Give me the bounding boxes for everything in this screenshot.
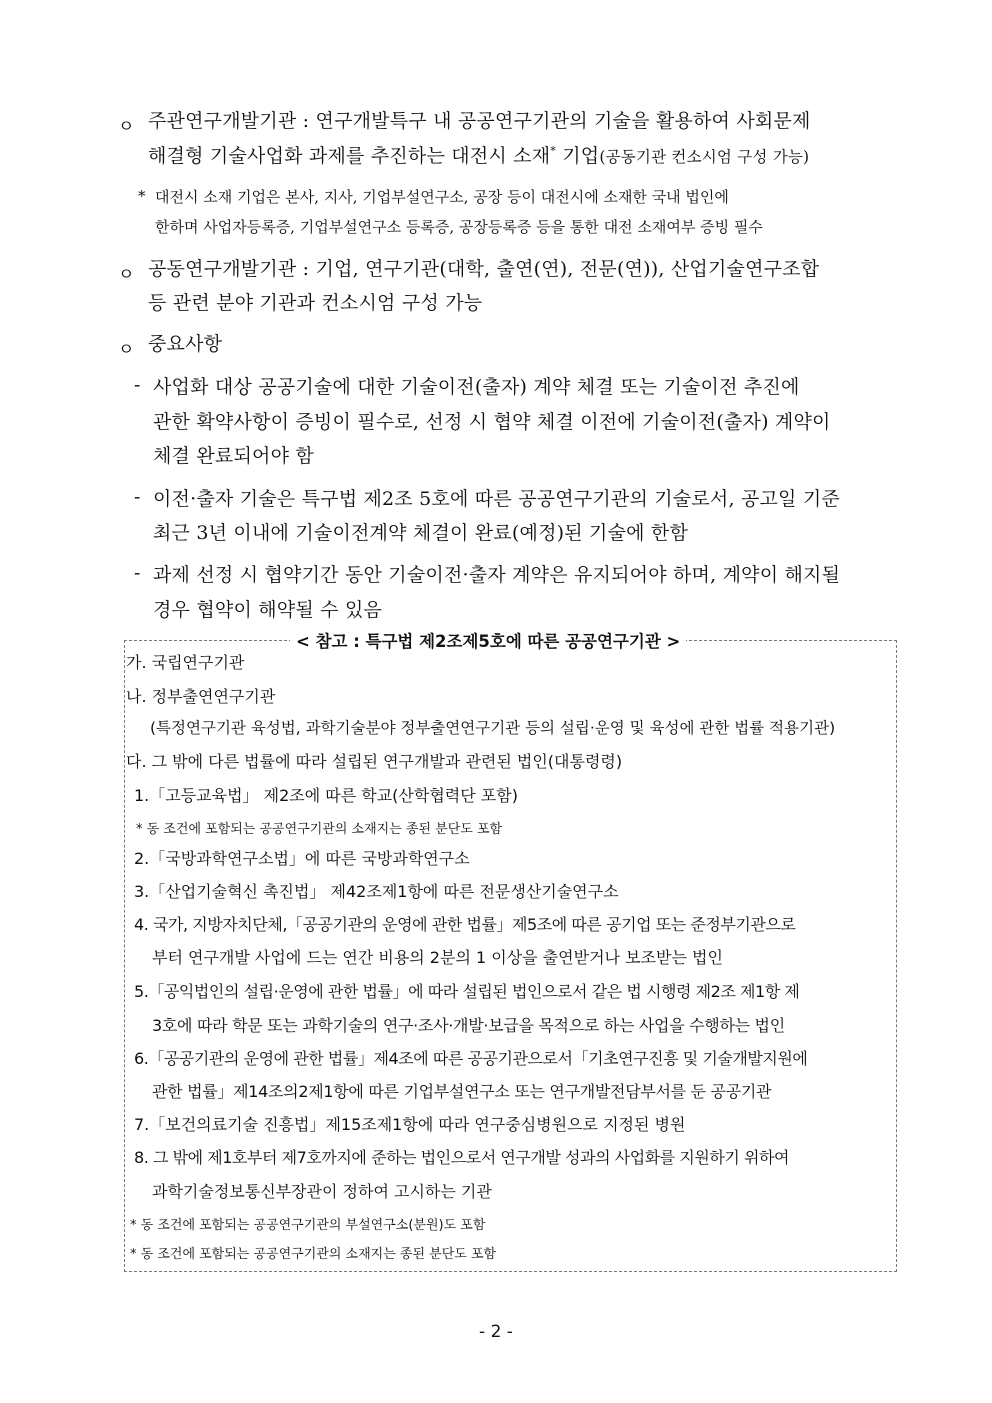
paragraph-line: 과제 선정 시 협약기간 동안 기술이전·출자 계약은 유지되어야 하며, 계약이 해지될	[153, 564, 841, 586]
paragraph-line: 등 관련 분야 기관과 컨소시엄 구성 가능	[148, 292, 483, 314]
reference-item: 2.「국방과학연구소법」에 따른 국방과학연구소	[134, 849, 470, 868]
text-span: 해결형 기술사업화 과제를 추진하는 대전시 소재	[148, 145, 551, 167]
text-span: 기업	[555, 145, 600, 167]
reference-item: 8. 그 밖에 제1호부터 제7호까지에 준하는 법인으로서 연구개발 성과의 사업화를 지원하기 위하여	[134, 1148, 790, 1167]
reference-item: 관한 법률」제14조의2제1항에 따른 기업부설연구소 또는 연구개발전담부서를 둔 공공기관	[152, 1082, 772, 1101]
reference-item: 1.「고등교육법」 제2조에 따른 학교(산학협력단 포함)	[134, 786, 518, 805]
paragraph-line: 체결 완료되어야 함	[153, 445, 314, 467]
footnote-line: 한하며 사업자등록증, 기업부설연구소 등록증, 공장등록증 등을 통한 대전 소재여부 증빙 필수	[155, 218, 763, 236]
footnote-line: 대전시 소재 기업은 본사, 지사, 기업부설연구소, 공장 등이 대전시에 소재한 국내 법인에	[155, 188, 729, 206]
bullet-icon: ㅇ	[118, 117, 135, 137]
paragraph-line: 주관연구개발기관 : 연구개발특구 내 공공연구기관의 기술을 활용하여 사회문제	[148, 110, 811, 132]
page-number: - 2 -	[479, 1322, 513, 1342]
paragraph-line: 사업화 대상 공공기술에 대한 기술이전(출자) 계약 체결 또는 기술이전 추진에	[153, 376, 800, 398]
reference-item: 5.「공익법인의 설립·운영에 관한 법률」에 따라 설립된 법인으로서 같은 법 시행령 제2조 제1항 제	[134, 982, 800, 1001]
paragraph-line	[148, 141, 809, 168]
dash-marker: -	[134, 562, 141, 584]
reference-item: 가. 국립연구기관	[126, 653, 245, 672]
reference-item: 3.「산업기술혁신 촉진법」 제42조제1항에 따른 전문생산기술연구소	[134, 882, 619, 901]
paragraph-line: 경우 협약이 해약될 수 있음	[153, 599, 383, 621]
bullet-icon: ㅇ	[118, 265, 135, 285]
paragraph-line: 관한 확약사항이 증빙이 필수로, 선정 시 협약 체결 이전에 기술이전(출자) 계약이	[153, 411, 831, 433]
reference-title: < 참고 : 특구법 제2조제5호에 따른 공공연구기관 >	[290, 628, 686, 652]
reference-note: * 동 조건에 포함되는 공공연구기관의 소재지는 종된 분단도 포함	[130, 1247, 497, 1262]
footnote-marker: *	[550, 144, 556, 158]
bullet-icon: ㅇ	[118, 340, 135, 360]
reference-item: 나. 정부출연연구기관	[126, 687, 276, 706]
reference-item: 3호에 따라 학문 또는 과학기술의 연구·조사·개발·보급을 목적으로 하는 사업을 수행하는 법인	[152, 1016, 785, 1035]
reference-item: 과학기술정보통신부장관이 정하여 고시하는 기관	[152, 1182, 492, 1201]
dash-marker: -	[134, 486, 141, 508]
reference-item: (특정연구기관 육성법, 과학기술분야 정부출연연구기관 등의 설립·운영 및 육성에 관한 법률 적용기관)	[150, 719, 836, 737]
reference-item: 4. 국가, 지방자치단체,「공공기관의 운영에 관한 법률」제5조에 따른 공기업 또는 준정부기관으로	[134, 915, 796, 934]
paragraph-line: 공동연구개발기관 : 기업, 연구기관(대학, 출연(연), 전문(연)), 산업기술연구조합	[148, 258, 820, 280]
text-span: (공동기관 컨소시엄 구성 가능)	[599, 148, 810, 166]
reference-item: 부터 연구개발 사업에 드는 연간 비용의 2분의 1 이상을 출연받거나 보조받는 법인	[152, 948, 723, 967]
reference-item: 7.「보건의료기술 진흥법」제15조제1항에 따라 연구중심병원으로 지정된 병원	[134, 1115, 686, 1134]
footnote-marker: *	[138, 187, 146, 205]
paragraph-line: 이전·출자 기술은 특구법 제2조 5호에 따른 공공연구기관의 기술로서, 공고일 기준	[153, 488, 840, 510]
reference-note: * 동 조건에 포함되는 공공연구기관의 부설연구소(분원)도 포함	[130, 1218, 486, 1233]
paragraph-line: 최근 3년 이내에 기술이전계약 체결이 완료(예정)된 기술에 한함	[153, 522, 689, 544]
reference-item: 다. 그 밖에 다른 법률에 따라 설립된 연구개발과 관련된 법인(대통령령)	[126, 752, 623, 771]
reference-note: * 동 조건에 포함되는 공공연구기관의 소재지는 종된 분단도 포함	[136, 822, 503, 837]
section-title: 중요사항	[148, 333, 223, 355]
dash-marker: -	[134, 374, 141, 396]
reference-item: 6.「공공기관의 운영에 관한 법률」제4조에 따른 공공기관으로서「기초연구진흥 및 기술개발지원에	[134, 1049, 808, 1068]
